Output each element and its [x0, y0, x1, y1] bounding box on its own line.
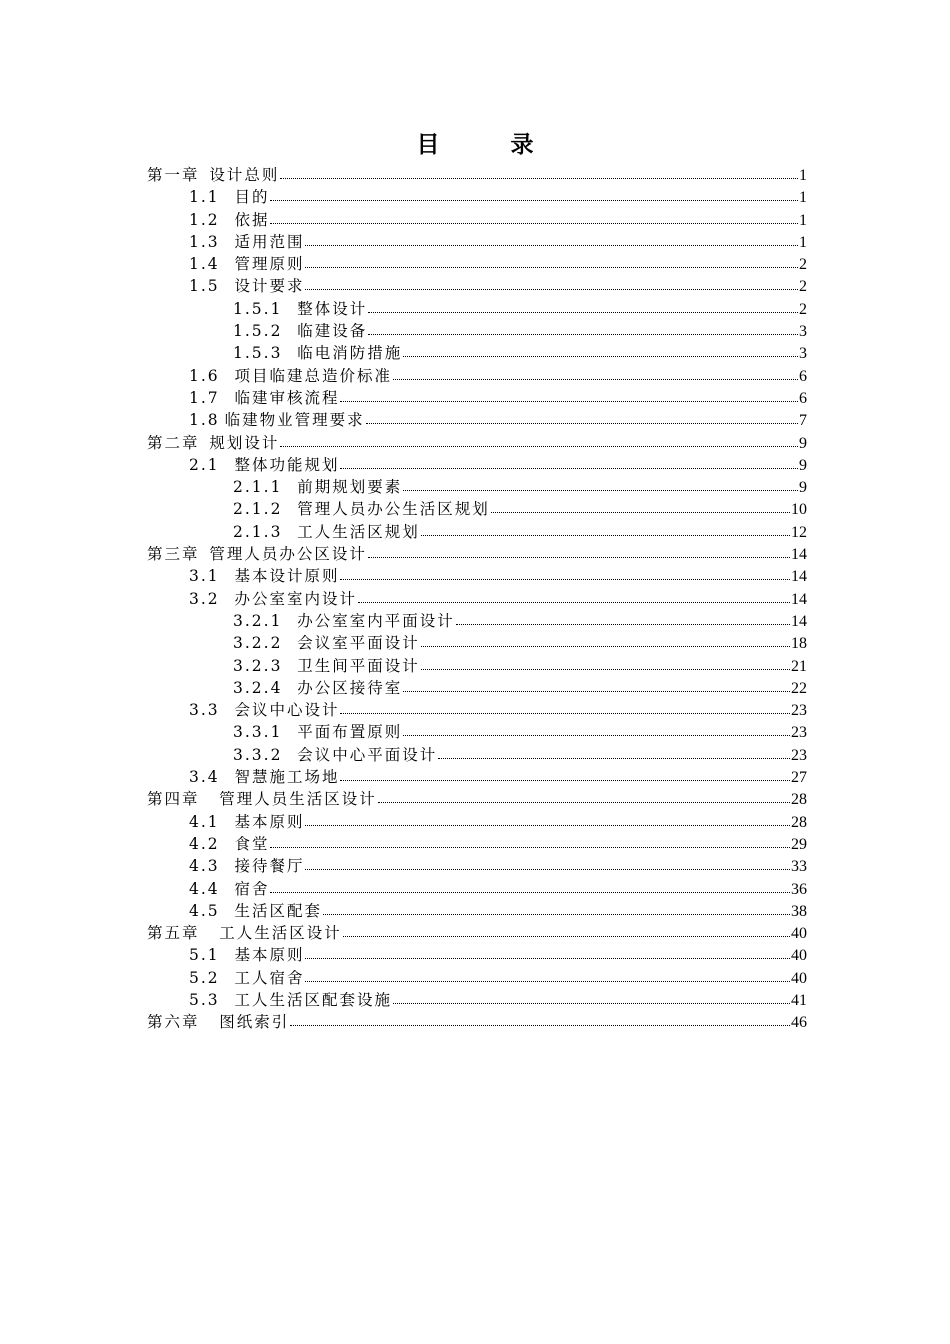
toc-entry-label: 办公区接待室 — [297, 678, 403, 697]
toc-entry[interactable] — [147, 788, 807, 810]
toc-leader-dots — [270, 186, 798, 201]
toc-list — [147, 164, 807, 1034]
toc-leader-dots — [393, 989, 790, 1004]
toc-entry[interactable] — [147, 476, 807, 498]
toc-entry-number: 2.1.1 — [233, 478, 283, 497]
toc-page-number: 9 — [799, 479, 807, 497]
toc-entry-label: 基本原则 — [234, 946, 305, 965]
toc-entry[interactable] — [147, 387, 807, 409]
toc-leader-dots — [421, 521, 790, 536]
toc-page-number: 38 — [791, 902, 807, 920]
toc-leader-dots — [270, 878, 790, 893]
toc-entry-label: 管理原则 — [234, 255, 305, 274]
toc-entry-number: 5.1 — [189, 946, 220, 965]
toc-entry-number: 1.5.3 — [233, 344, 283, 363]
toc-leader-dots — [323, 900, 790, 915]
toc-page-number: 23 — [791, 746, 807, 764]
toc-entry-label: 会议中心设计 — [234, 701, 340, 720]
toc-leader-dots — [393, 365, 798, 380]
toc-leader-dots — [421, 632, 790, 647]
toc-entry-label: 基本原则 — [234, 812, 305, 831]
toc-page-number: 46 — [791, 1014, 807, 1032]
toc-entry[interactable] — [147, 543, 807, 565]
toc-entry[interactable] — [147, 989, 807, 1011]
toc-leader-dots — [290, 1011, 790, 1026]
toc-page-number: 29 — [791, 835, 807, 853]
toc-leader-dots — [403, 342, 798, 357]
toc-page-number: 3 — [799, 345, 807, 363]
toc-leader-dots — [305, 855, 790, 870]
toc-entry[interactable] — [147, 1011, 807, 1033]
toc-entry-number: 1.3 — [189, 232, 220, 251]
toc-entry-label: 平面布置原则 — [297, 723, 403, 742]
toc-entry-label: 管理人员办公生活区规划 — [297, 500, 490, 519]
toc-page-number: 21 — [791, 657, 807, 675]
toc-entry-number: 4.2 — [189, 834, 220, 853]
toc-entry-label: 宿舍 — [234, 879, 270, 898]
toc-leader-dots — [340, 565, 790, 580]
toc-entry[interactable] — [147, 967, 807, 989]
toc-entry-label: 接待餐厅 — [234, 857, 305, 876]
toc-entry-number: 第三章 — [147, 545, 200, 564]
toc-page-number: 1 — [799, 189, 807, 207]
toc-page-number: 1 — [799, 167, 807, 184]
toc-entry-label: 生活区配套 — [234, 901, 322, 920]
toc-entry-number: 2.1.2 — [233, 500, 283, 519]
toc-entry-label: 会议中心平面设计 — [297, 745, 438, 764]
toc-page-number: 23 — [791, 702, 807, 720]
toc-leader-dots — [305, 944, 790, 959]
toc-entry-label: 工人生活区规划 — [297, 522, 420, 541]
toc-leader-dots — [368, 543, 790, 558]
toc-entry[interactable] — [147, 320, 807, 342]
toc-entry[interactable] — [147, 275, 807, 297]
toc-page-number: 18 — [791, 635, 807, 653]
toc-page-number: 2 — [799, 300, 807, 318]
toc-entry-number: 第一章 — [147, 166, 200, 184]
toc-entry[interactable] — [147, 164, 807, 186]
toc-leader-dots — [305, 253, 798, 268]
toc-entry-number: 第二章 — [147, 433, 200, 452]
toc-entry-number: 3.2.1 — [233, 611, 283, 630]
toc-entry-label: 智慧施工场地 — [234, 768, 340, 787]
toc-entry-number: 2.1.3 — [233, 522, 283, 541]
toc-entry-label: 工人生活区配套设施 — [234, 990, 392, 1009]
toc-page-number: 9 — [799, 456, 807, 474]
toc-entry-number: 1.1 — [189, 188, 220, 207]
toc-entry[interactable] — [147, 655, 807, 677]
toc-entry-label: 管理人员办公区设计 — [209, 545, 367, 564]
toc-page-number: 41 — [791, 991, 807, 1009]
toc-page-number: 36 — [791, 880, 807, 898]
toc-entry-label: 设计要求 — [234, 277, 305, 296]
toc-entry-label: 临建设备 — [297, 322, 368, 341]
toc-page-number: 40 — [791, 947, 807, 965]
toc-page-number: 14 — [791, 590, 807, 608]
toc-leader-dots — [270, 833, 790, 848]
toc-entry-number: 4.5 — [189, 901, 220, 920]
toc-entry[interactable] — [147, 721, 807, 743]
toc-page-number: 6 — [799, 389, 807, 407]
toc-entry[interactable] — [147, 253, 807, 275]
toc-entry-number: 1.5.2 — [233, 322, 283, 341]
toc-page-number: 10 — [791, 501, 807, 519]
toc-entry[interactable] — [147, 922, 807, 944]
toc-entry[interactable] — [147, 432, 807, 454]
toc-page-number: 2 — [799, 256, 807, 274]
toc-leader-dots — [378, 788, 790, 803]
toc-entry-number: 3.2.4 — [233, 678, 283, 697]
toc-leader-dots — [403, 721, 790, 736]
toc-entry-number: 3.3 — [189, 701, 220, 720]
toc-entry-label: 临建物业管理要求 — [224, 411, 365, 430]
toc-entry[interactable] — [147, 565, 807, 587]
toc-entry-number: 1.6 — [189, 366, 220, 385]
toc-entry-label: 临建审核流程 — [234, 388, 340, 407]
toc-entry-label: 临电消防措施 — [297, 344, 403, 363]
toc-entry-label: 整体功能规划 — [234, 455, 340, 474]
toc-entry-number: 第五章 — [147, 924, 200, 943]
toc-entry-label: 基本设计原则 — [234, 567, 340, 586]
toc-entry-label: 依据 — [234, 210, 270, 229]
toc-page-number: 28 — [791, 813, 807, 831]
toc-entry-number: 3.4 — [189, 768, 220, 787]
toc-entry-label: 办公室室内设计 — [234, 589, 357, 608]
toc-entry[interactable] — [147, 944, 807, 966]
toc-page-number: 1 — [799, 211, 807, 229]
toc-entry-number: 2.1 — [189, 455, 220, 474]
toc-leader-dots — [403, 677, 790, 692]
toc-page-number: 28 — [791, 791, 807, 809]
toc-page-number: 40 — [791, 925, 807, 943]
toc-page-number: 9 — [799, 434, 807, 452]
toc-entry[interactable] — [147, 588, 807, 610]
toc-leader-dots — [340, 699, 790, 714]
toc-page-number: 22 — [791, 679, 807, 697]
toc-page-number: 6 — [799, 367, 807, 385]
toc-entry[interactable] — [147, 521, 807, 543]
toc-entry[interactable] — [147, 878, 807, 900]
toc-entry-label: 工人生活区设计 — [219, 924, 342, 943]
toc-entry[interactable] — [147, 900, 807, 922]
toc-entry[interactable] — [147, 186, 807, 208]
toc-page-number: 23 — [791, 724, 807, 742]
toc-entry-label: 管理人员生活区设计 — [219, 790, 377, 809]
toc-leader-dots — [366, 409, 798, 424]
toc-leader-dots — [305, 231, 798, 246]
toc-leader-dots — [421, 655, 790, 670]
toc-entry-number: 4.3 — [189, 857, 220, 876]
toc-leader-dots — [280, 164, 798, 179]
toc-leader-dots — [270, 209, 798, 224]
toc-entry-number: 4.4 — [189, 879, 220, 898]
toc-page-number: 14 — [791, 546, 807, 564]
toc-leader-dots — [368, 298, 798, 313]
toc-entry[interactable] — [147, 744, 807, 766]
toc-entry-number: 3.2 — [189, 589, 220, 608]
toc-entry-label: 规划设计 — [209, 433, 280, 452]
toc-entry-number: 1.7 — [189, 388, 220, 407]
toc-leader-dots — [280, 432, 798, 447]
toc-entry[interactable] — [147, 454, 807, 476]
toc-entry-label: 整体设计 — [297, 299, 368, 318]
toc-entry-label: 项目临建总造价标准 — [234, 366, 392, 385]
toc-entry[interactable] — [147, 632, 807, 654]
toc-entry-number: 3.2.3 — [233, 656, 283, 675]
toc-entry-number: 5.2 — [189, 968, 220, 987]
toc-entry[interactable] — [147, 610, 807, 632]
toc-page-number: 27 — [791, 769, 807, 787]
toc-entry-number: 第六章 — [147, 1013, 200, 1032]
toc-entry[interactable] — [147, 231, 807, 253]
toc-entry-number: 第四章 — [147, 790, 200, 809]
toc-entry-number: 5.3 — [189, 990, 220, 1009]
toc-leader-dots — [456, 610, 790, 625]
toc-entry-number: 1.5.1 — [233, 299, 283, 318]
toc-entry-label: 目的 — [234, 188, 270, 207]
toc-leader-dots — [438, 744, 790, 759]
toc-entry-number: 3.3.2 — [233, 745, 283, 764]
toc-page-number: 12 — [791, 523, 807, 541]
toc-entry-number: 3.2.2 — [233, 634, 283, 653]
toc-entry[interactable] — [147, 409, 807, 431]
toc-leader-dots — [340, 387, 798, 402]
toc-entry[interactable] — [147, 365, 807, 387]
toc-leader-dots — [305, 275, 798, 290]
toc-entry[interactable] — [147, 811, 807, 833]
toc-entry-label: 前期规划要素 — [297, 478, 403, 497]
toc-page-number: 2 — [799, 278, 807, 296]
toc-entry-label: 会议室平面设计 — [297, 634, 420, 653]
toc-leader-dots — [368, 320, 798, 335]
toc-leader-dots — [305, 967, 790, 982]
toc-page-number: 14 — [791, 568, 807, 586]
toc-entry-number: 1.2 — [189, 210, 220, 229]
toc-leader-dots — [305, 811, 790, 826]
toc-page-number: 7 — [799, 412, 807, 430]
toc-entry[interactable] — [147, 342, 807, 364]
toc-entry-label: 卫生间平面设计 — [297, 656, 420, 675]
toc-entry[interactable] — [147, 677, 807, 699]
toc-entry[interactable] — [147, 209, 807, 231]
toc-entry-label: 工人宿舍 — [234, 968, 305, 987]
toc-entry-number: 4.1 — [189, 812, 220, 831]
toc-leader-dots — [343, 922, 790, 937]
toc-leader-dots — [403, 476, 798, 491]
toc-entry[interactable] — [147, 498, 807, 520]
toc-entry-label: 办公室室内平面设计 — [297, 611, 455, 630]
toc-page-number: 14 — [791, 612, 807, 630]
toc-entry-number: 3.1 — [189, 567, 220, 586]
toc-entry[interactable] — [147, 766, 807, 788]
toc-leader-dots — [358, 588, 790, 603]
toc-entry[interactable] — [147, 833, 807, 855]
toc-leader-dots — [340, 454, 798, 469]
toc-leader-dots — [491, 498, 790, 513]
toc-leader-dots — [340, 766, 790, 781]
toc-entry-label: 图纸索引 — [219, 1013, 290, 1032]
toc-title: 目 录 — [416, 132, 558, 158]
toc-entry-number: 1.4 — [189, 255, 220, 274]
toc-entry[interactable] — [147, 855, 807, 877]
toc-page-number: 1 — [799, 233, 807, 251]
toc-entry-label: 设计总则 — [209, 166, 280, 184]
toc-entry-number: 1.8 — [189, 411, 220, 430]
toc-entry-label: 食堂 — [234, 834, 270, 853]
toc-page-number: 33 — [791, 858, 807, 876]
toc-entry-label: 适用范围 — [234, 232, 305, 251]
toc-entry[interactable] — [147, 699, 807, 721]
toc-entry-number: 1.5 — [189, 277, 220, 296]
toc-entry[interactable] — [147, 298, 807, 320]
toc-page-number: 3 — [799, 323, 807, 341]
toc-entry-number: 3.3.1 — [233, 723, 283, 742]
toc-page-number: 40 — [791, 969, 807, 987]
